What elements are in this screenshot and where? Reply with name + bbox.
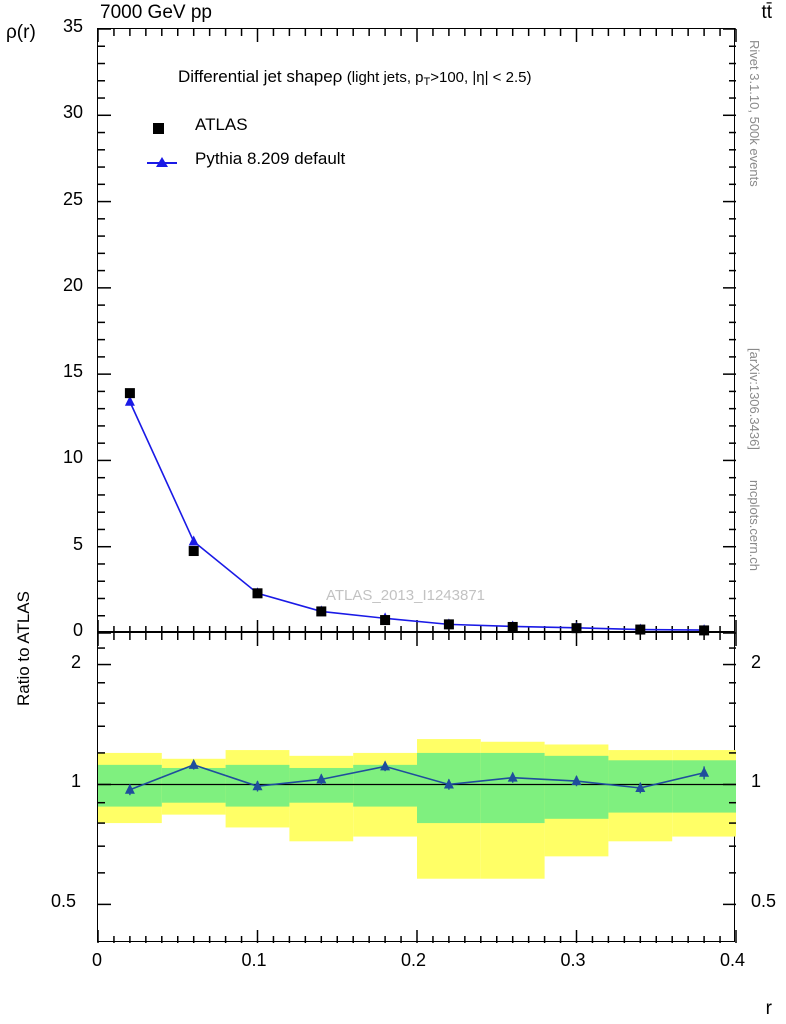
y-axis-label-ratio: Ratio to ATLAS (14, 591, 33, 706)
main-y-ticklabel: 15 (63, 361, 84, 382)
side-text-rivet: Rivet 3.1.10, 500k events (747, 40, 762, 187)
side-text-arxiv: [arXiv:1306.3436] (747, 348, 762, 450)
x-ticklabel: 0.4 (720, 950, 746, 970)
main-y-ticklabel: 25 (63, 188, 84, 209)
main-y-ticklabel: 30 (63, 102, 84, 123)
main-y-ticklabel: 20 (63, 274, 84, 295)
header-beam-label: 7000 GeV pp (100, 2, 212, 23)
main-y-ticklabel: 10 (63, 447, 84, 468)
ratio-y-ticklabel: 1 (751, 771, 762, 792)
header-process-label: tt̄ (761, 2, 772, 23)
x-ticklabel: 0 (92, 950, 103, 970)
y-axis-label-main: ρ(r) (6, 22, 36, 43)
legend-marker-atlas (153, 123, 164, 134)
ratio-y-ticklabel: 2 (71, 651, 82, 672)
main-plot-area (97, 28, 735, 632)
ratio-y-ticklabel: 1 (71, 771, 82, 792)
ratio-plot-svg (98, 633, 736, 943)
ratio-y-ticklabel: 0.5 (51, 891, 77, 912)
legend-marker-pythia (156, 157, 168, 167)
ratio-y-ticklabel: 2 (751, 651, 762, 672)
legend-label-atlas: ATLAS (195, 115, 248, 134)
x-axis-label: r (765, 998, 772, 1019)
x-ticklabel: 0.2 (401, 950, 427, 970)
main-y-ticklabel: 5 (73, 533, 84, 554)
chart-title: Differential jet shapeρ (light jets, pT>100, |η| < 2.5) (178, 67, 532, 88)
main-y-ticklabel: 35 (63, 16, 84, 36)
legend-label-pythia: Pythia 8.209 default (195, 149, 346, 168)
watermark-label: ATLAS_2013_I1243871 (326, 587, 486, 604)
side-text-mcplots: mcplots.cern.ch (747, 480, 762, 572)
ratio-y-ticklabel: 0.5 (751, 891, 777, 912)
x-ticklabel: 0.1 (241, 950, 267, 970)
main-y-ticklabel: 0 (73, 620, 84, 640)
x-ticklabel: 0.3 (560, 950, 586, 970)
main-plot-svg (98, 29, 736, 633)
ratio-plot-area (97, 632, 735, 942)
